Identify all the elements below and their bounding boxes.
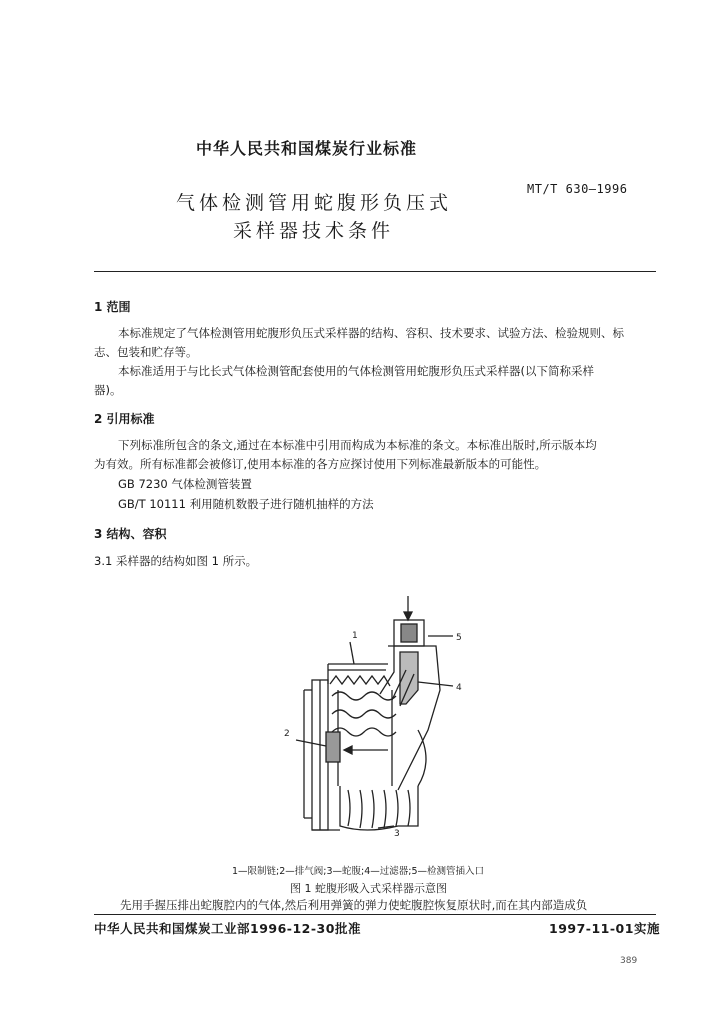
section-1-para1-line2: 志、包装和贮存等。 [94, 345, 198, 359]
footer-divider [94, 914, 656, 915]
section-1-para2-line1: 本标准适用于与比长式气体检测管配套使用的气体检测管用蛇腹形负压式采样器(以下简称采样 [118, 364, 594, 378]
sampler-diagram [268, 590, 488, 842]
section-3-heading: 3 结构、容积 [94, 527, 167, 541]
approval-line: 中华人民共和国煤炭工业部1996-12-30批准 [94, 921, 361, 936]
page-number: 389 [620, 956, 638, 966]
section-2-heading: 2 引用标准 [94, 412, 155, 426]
figure-caption: 图 1 蛇腹形吸入式采样器示意图 [290, 882, 447, 895]
section-1-heading: 1 范围 [94, 300, 131, 314]
diagram-label-2: 2 [284, 729, 290, 739]
section-3-1-text: 3.1 采样器的结构如图 1 所示。 [94, 554, 258, 568]
diagram-label-1: 1 [352, 631, 358, 641]
diagram-label-5: 5 [456, 633, 462, 643]
reference-gbt10111: GB/T 10111 利用随机数骰子进行随机抽样的方法 [118, 497, 374, 511]
document-title-line1: 气体检测管用蛇腹形负压式 [176, 192, 453, 214]
section-1-para1-line1: 本标准规定了气体检测管用蛇腹形负压式采样器的结构、容积、技术要求、试验方法、检验规则、标 [118, 326, 624, 340]
figure-legend: 1—限制链;2—排气阀;3—蛇腹;4—过滤器;5—检测管插入口 [232, 866, 485, 877]
header-divider [94, 271, 656, 272]
continuation-text: 先用手握压排出蛇腹腔内的气体,然后利用弹簧的弹力使蛇腹腔恢复原状时,而在其内部造成负 [120, 898, 588, 912]
diagram-label-3: 3 [394, 829, 400, 839]
diagram-label-4: 4 [456, 683, 462, 693]
section-1-para2-line2: 器)。 [94, 383, 122, 397]
document-title-line2: 采样器技术条件 [233, 220, 395, 242]
section-2-para-line1: 下列标准所包含的条文,通过在本标准中引用而构成为本标准的条文。本标准出版时,所示版本均 [118, 438, 597, 452]
reference-gb7230: GB 7230 气体检测管装置 [118, 477, 252, 491]
section-2-para-line2: 为有效。所有标准都会被修订,使用本标准的各方应探讨使用下列标准最新版本的可能性。 [94, 457, 547, 471]
issuing-organization: 中华人民共和国煤炭行业标准 [196, 139, 418, 158]
implementation-date: 1997-11-01实施 [549, 921, 660, 936]
standard-number: MT/T 630—1996 [527, 182, 628, 196]
